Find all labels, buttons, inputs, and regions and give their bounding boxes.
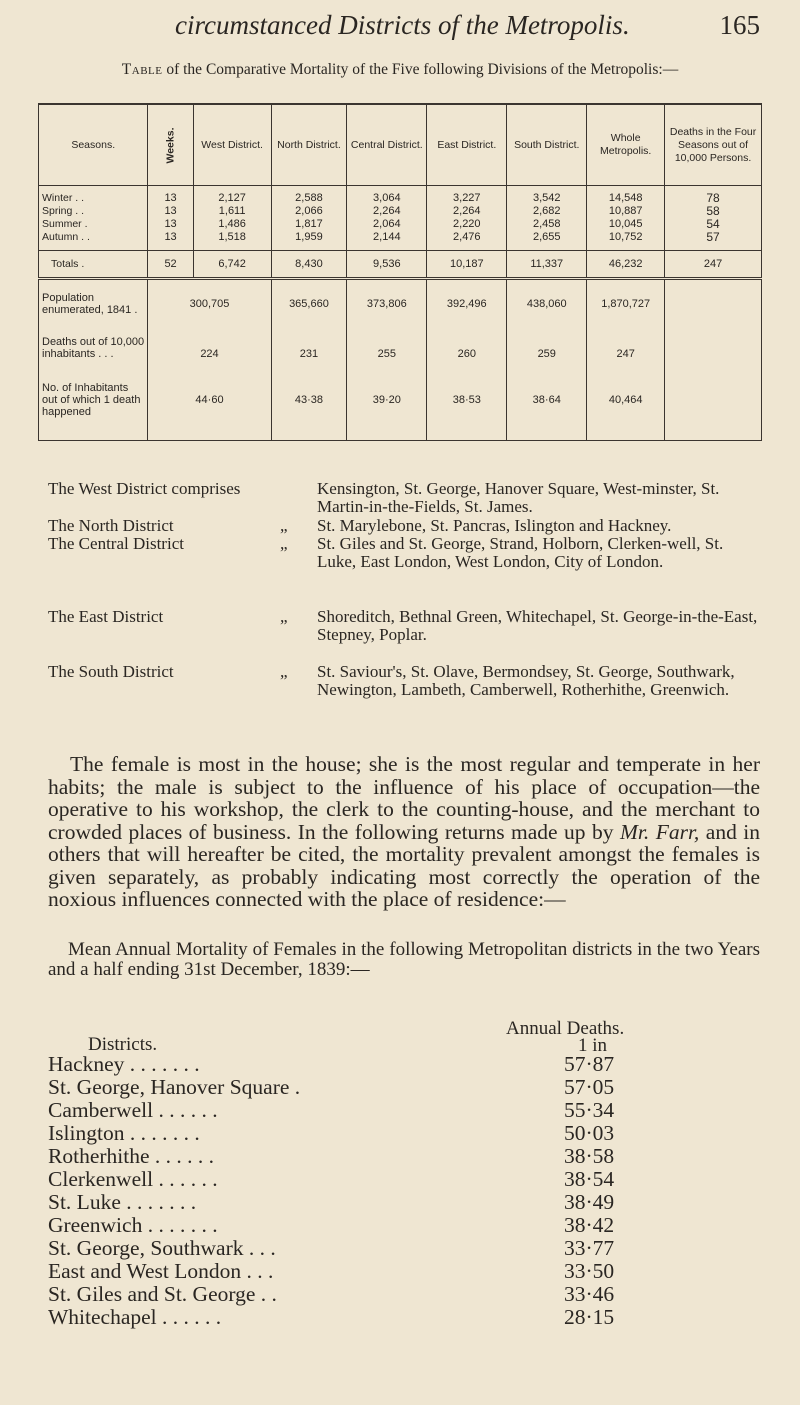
deaths-south: 259 38·64 <box>507 328 587 441</box>
population-label: Population enumerated, 1841 . <box>39 279 148 329</box>
totals-south: 11,337 <box>507 251 587 279</box>
header-weeks: Weeks. <box>148 104 193 186</box>
table-row-seasons <box>39 186 762 251</box>
whole-values: 14,548 10,887 10,045 10,752 <box>587 186 665 251</box>
list-item: Islington . . . . . . . 50·03 <box>48 1121 615 1145</box>
rate-values: 78 58 54 57 <box>665 186 762 251</box>
list-item: St. George, Hanover Square . 57·05 <box>48 1075 615 1099</box>
deaths-west: 224 44·60 <box>148 328 271 441</box>
list-item: St. Giles and St. George . . 33·46 <box>48 1282 615 1306</box>
population-east: 392,496 <box>427 279 507 329</box>
population-rate <box>665 279 762 329</box>
list-item: Camberwell . . . . . . 55·34 <box>48 1098 615 1122</box>
list-item: Rotherhithe . . . . . . 38·58 <box>48 1144 615 1168</box>
list-item: St. George, Southwark . . . 33·77 <box>48 1236 615 1260</box>
author-name: Mr. Farr, <box>619 819 700 844</box>
list-item: St. Luke . . . . . . . 38·49 <box>48 1190 615 1214</box>
deaths-labels: Deaths out of 10,000 inhabitants . . . No. of Inhabitants out of which 1 death happened <box>39 328 148 441</box>
body-paragraph: The female is most in the house; she is the most regular and temperate in her habits; the male is subject to the influence of his place of occupation—the operative to his workshop, the clerk to the counting-house, and the merchant to crowded places of business. In the following returns made up by Mr. Farr, and in others that will hereafter be cited, the mortality prevalent amongst the females is given separately, as probably indicating most correctly the operation of the noxious influences connected with the place of residence:— <box>48 752 761 911</box>
population-north: 365,660 <box>271 279 347 329</box>
page-header <box>40 8 760 52</box>
totals-west: 6,742 <box>193 251 271 279</box>
totals-north: 8,430 <box>271 251 347 279</box>
header-seasons: Seasons. <box>39 104 148 186</box>
header-south: South District. <box>507 104 587 186</box>
deaths-central: 255 39·20 <box>347 328 427 441</box>
west-values: 2,127 1,611 1,486 1,518 <box>193 186 271 251</box>
col-one-in: 1 in <box>578 1035 608 1056</box>
list-item: Whitechapel . . . . . . 28·15 <box>48 1305 615 1329</box>
header-north: North District. <box>271 104 347 186</box>
population-south: 438,060 <box>507 279 587 329</box>
table-header-row <box>39 104 762 186</box>
season-labels: Winter . . Spring . . Summer . Autumn . . <box>39 186 148 251</box>
col-annual-deaths: Annual Deaths. <box>506 1018 625 1039</box>
col-districts: Districts. <box>88 1034 158 1055</box>
east-values: 3,227 2,264 2,220 2,476 <box>427 186 507 251</box>
deaths-rate <box>665 328 762 441</box>
totals-weeks: 52 <box>148 251 193 279</box>
page-number: 165 <box>719 10 760 40</box>
list-item: Clerkenwell . . . . . . 38·54 <box>48 1167 615 1191</box>
population-west: 300,705 <box>148 279 271 329</box>
totals-east: 10,187 <box>427 251 507 279</box>
table-row-deaths <box>39 328 762 441</box>
mortality-table <box>38 103 762 441</box>
mortality-intro: Mean Annual Mortality of Females in the following Metropolitan districts in the two Years and a half ending 31st December, 1839:— <box>48 939 760 980</box>
table-row-totals <box>39 251 762 279</box>
deaths-east: 260 38·53 <box>427 328 507 441</box>
north-values: 2,588 2,066 1,817 1,959 <box>271 186 347 251</box>
table-caption <box>40 60 760 79</box>
list-item: Hackney . . . . . . . 57·87 <box>48 1052 615 1076</box>
deaths-north: 231 43·38 <box>271 328 347 441</box>
running-title: circumstanced Districts of the Metropolis. <box>175 10 630 40</box>
header-rate: Deaths in the Four Seasons out of 10,000 Persons. <box>665 104 762 186</box>
list-item: East and West London . . . 33·50 <box>48 1259 615 1283</box>
population-whole: 1,870,727 <box>587 279 665 329</box>
caption-text: of the Comparative Mortality of the Five following Divisions of the Metropolis:— <box>166 61 679 78</box>
season-weeks: 13 13 13 13 <box>148 186 193 251</box>
totals-central: 9,536 <box>347 251 427 279</box>
header-west: West District. <box>193 104 271 186</box>
header-central: Central District. <box>347 104 427 186</box>
deaths-whole: 247 40,464 <box>587 328 665 441</box>
south-values: 3,542 2,682 2,458 2,655 <box>507 186 587 251</box>
totals-whole: 46,232 <box>587 251 665 279</box>
population-central: 373,806 <box>347 279 427 329</box>
table-row-population <box>39 279 762 329</box>
totals-rate: 247 <box>665 251 762 279</box>
list-item: Greenwich . . . . . . . 38·42 <box>48 1213 615 1237</box>
caption-lead: Table <box>121 61 163 78</box>
header-whole: Whole Metropolis. <box>587 104 665 186</box>
totals-label: Totals . <box>39 251 148 279</box>
central-values: 3,064 2,264 2,064 2,144 <box>347 186 427 251</box>
header-east: East District. <box>427 104 507 186</box>
